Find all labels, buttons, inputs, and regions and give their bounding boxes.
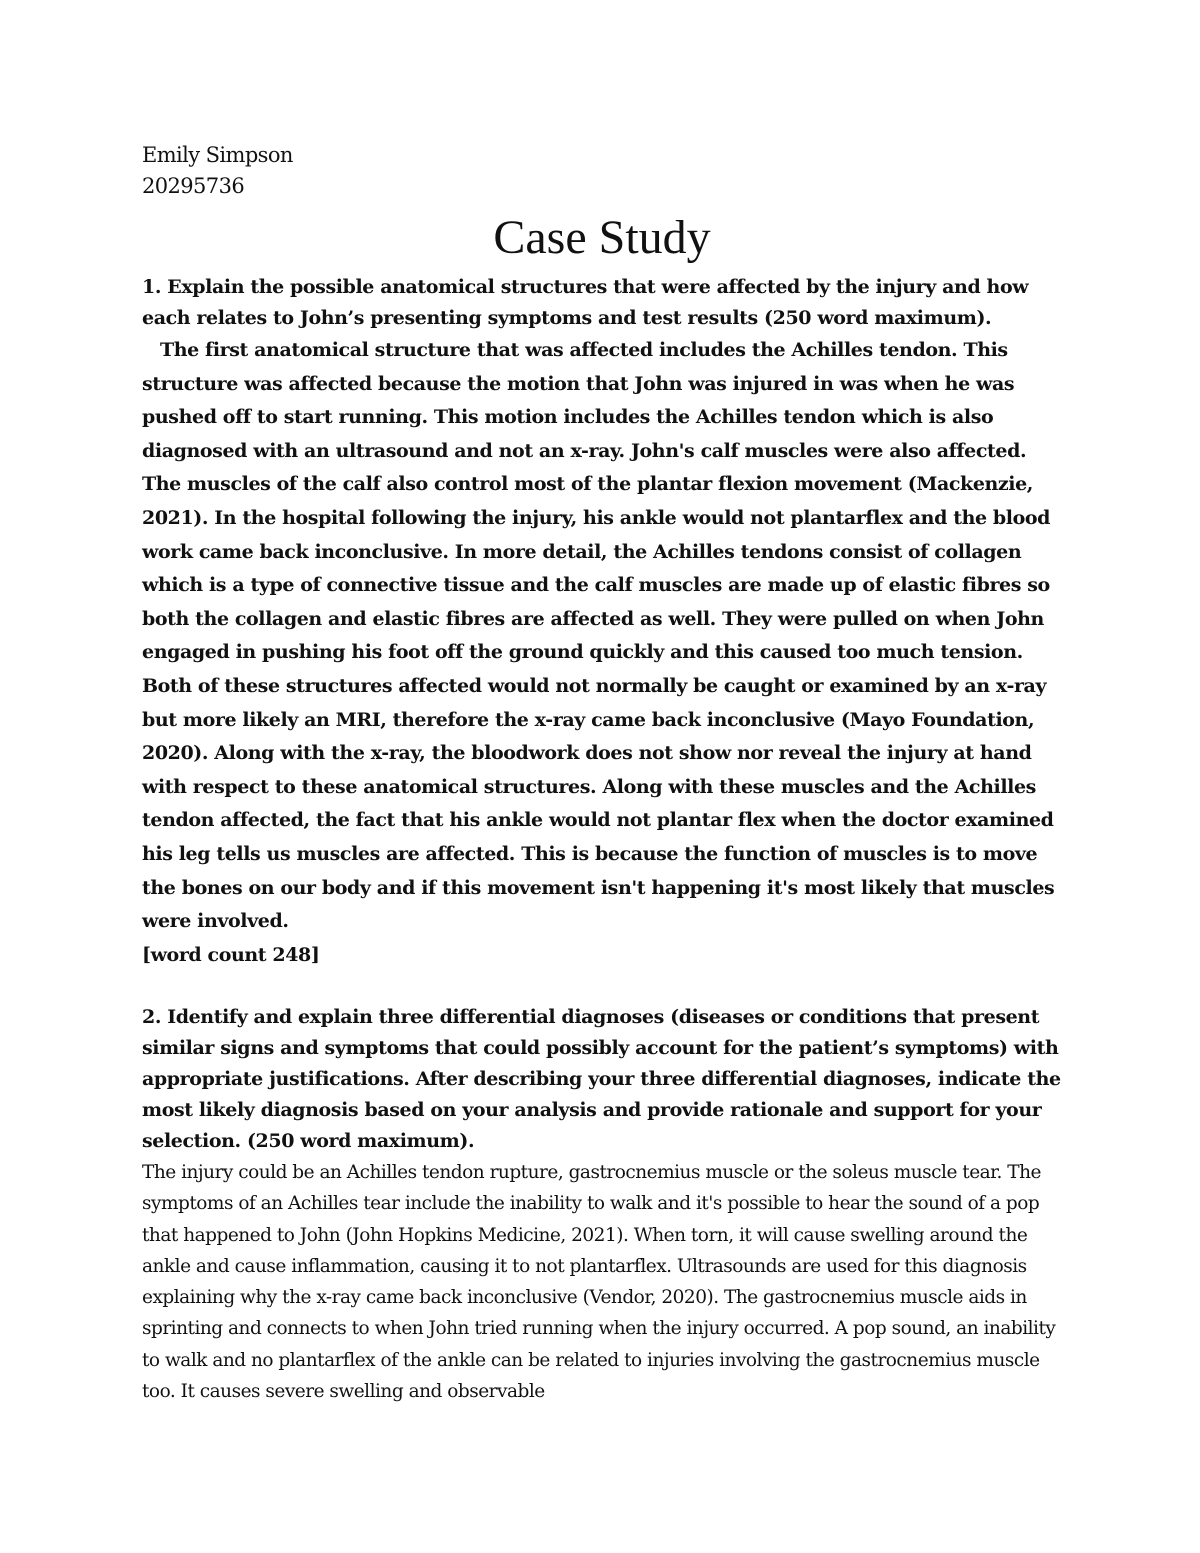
- student-id: 20295736: [142, 174, 245, 198]
- document-body: [142, 140, 1062, 1407]
- answer-1: The first anatomical structure that was affected includes the Achilles tendon. This structure was affected because the motion that John was injured in was when he was pushed off to start running. This motion includes the Achilles tendon which is also diagnosed with an ultrasound and not an x-ray. John's calf muscles were also affected. The muscles of the calf also control most of the plantar flexion movement (Mackenzie, 2021). In the hospital following the injury, his ankle would not plantarflex and the blood work came back inconclusive. In more detail, the Achilles tendons consist of collagen which is a type of connective tissue and the calf muscles are made up of elastic fibres so both the collagen and elastic fibres are affected as well. They were pulled on when John engaged in pushing his foot off the ground quickly and this caused too much tension. Both of these structures affected would not normally be caught or examined by an x-ray but more likely an MRI, therefore the x-ray came back inconclusive (Mayo Foundation, 2020). Along with the x-ray, the bloodwork does not show nor reveal the injury at hand with respect to these anatomical structures. Along with these muscles and the Achilles tendon affected, the fact that his ankle would not plantar flex when the doctor examined his leg tells us muscles are affected. This is because the function of muscles is to move the bones on our body and if this movement isn't happening it's most likely that muscles were involved.: [142, 339, 1055, 933]
- question-2: 2. Identify and explain three differential diagnoses (diseases or conditions that present similar signs and symptoms that could possibly account for the patient’s symptoms) with appropriate justifications. After describing your three differential diagnoses, indicate the most likely diagnosis based on your analysis and provide rationale and support for your selection. (250 word maximum).: [142, 1006, 1061, 1153]
- word-count-1: [word count 248]: [142, 943, 320, 966]
- answer-2: The injury could be an Achilles tendon rupture, gastrocnemius muscle or the soleus muscle tear. The symptoms of an Achilles tear include the inability to walk and it's possible to hear the sound of a pop that happened to John (John Hopkins Medicine, 2021). When torn, it will cause swelling around the ankle and cause inflammation, causing it to not plantarflex. Ultrasounds are used for this diagnosis explaining why the x-ray came back inconclusive (Vendor, 2020). The gastrocnemius muscle aids in sprinting and connects to when John tried running when the injury occurred. A pop sound, an inability to walk and no plantarflex of the ankle can be related to injuries involving the gastrocnemius muscle too. It causes severe swelling and observable: [142, 1162, 1056, 1402]
- document-title: Case Study: [493, 211, 711, 264]
- question-1: 1. Explain the possible anatomical structures that were affected by the injury and how each relates to John’s presenting symptoms and test results (250 word maximum).: [142, 276, 1029, 329]
- author-name: Emily Simpson: [142, 143, 293, 167]
